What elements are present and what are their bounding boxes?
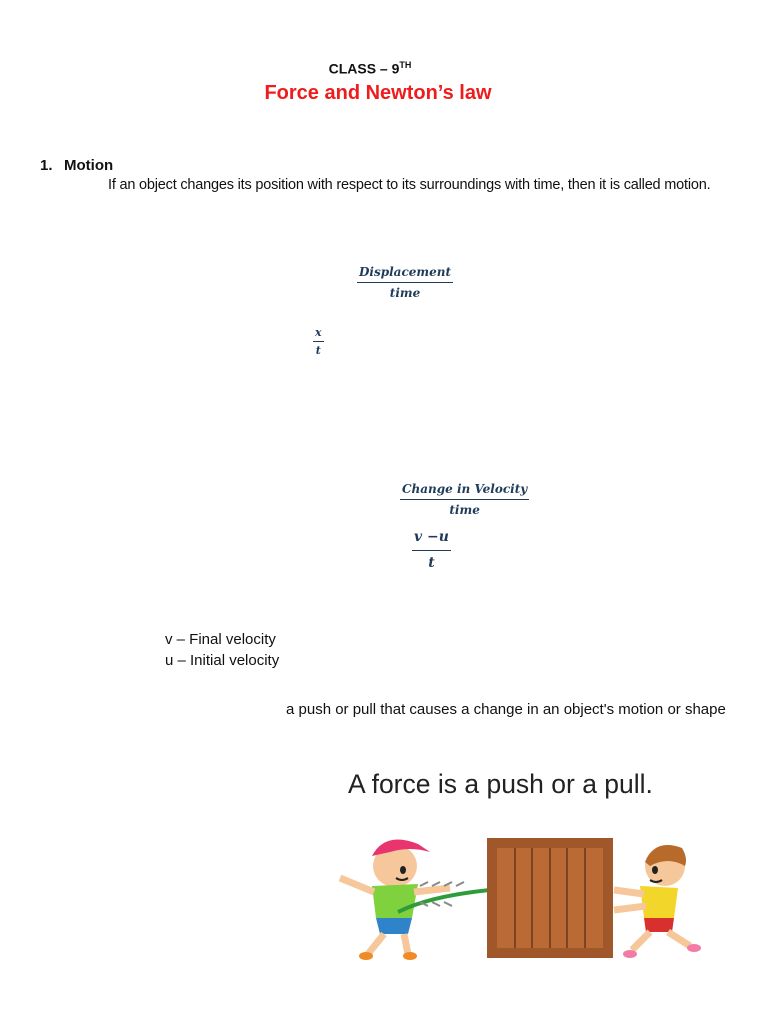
wooden-crate-figure	[487, 838, 613, 958]
fraction-numerator: x	[313, 324, 324, 342]
illustration-caption: A force is a push or a pull.	[348, 769, 653, 799]
class-label: CLASS – 9	[328, 60, 400, 77]
variable-initial-velocity: u – Initial velocity	[165, 652, 280, 669]
fraction-numerator: Change in Velocity	[400, 479, 529, 500]
fraction-denominator: time	[449, 503, 480, 517]
variable-list	[165, 629, 279, 671]
fraction-denominator: time	[389, 286, 421, 300]
variable-final-velocity: v – Final velocity	[165, 631, 276, 648]
class-suffix: TH	[399, 60, 412, 70]
velocity-short-fraction	[313, 324, 324, 359]
velocity-fraction	[357, 262, 453, 303]
acceleration-fraction	[400, 479, 529, 520]
section-number: 1.	[40, 157, 53, 174]
force-definition: a push or pull that causes a change in an object's motion or shape	[286, 701, 726, 718]
section-heading-motion	[40, 157, 113, 174]
acceleration-short-fraction	[412, 525, 451, 576]
page-title: Force and Newton’s law	[264, 82, 492, 104]
fraction-denominator: t	[428, 555, 435, 571]
fraction-numerator: v −u	[412, 525, 451, 551]
motion-definition: If an object changes its position with respect to its surroundings with time, then it is called motion.	[108, 177, 711, 193]
push-pull-illustration	[310, 826, 710, 966]
boy-pushing-figure	[614, 845, 701, 958]
fraction-numerator: Displacement	[357, 262, 453, 283]
class-heading	[0, 60, 740, 77]
fraction-denominator: t	[315, 344, 321, 357]
section-title: Motion	[64, 157, 114, 174]
